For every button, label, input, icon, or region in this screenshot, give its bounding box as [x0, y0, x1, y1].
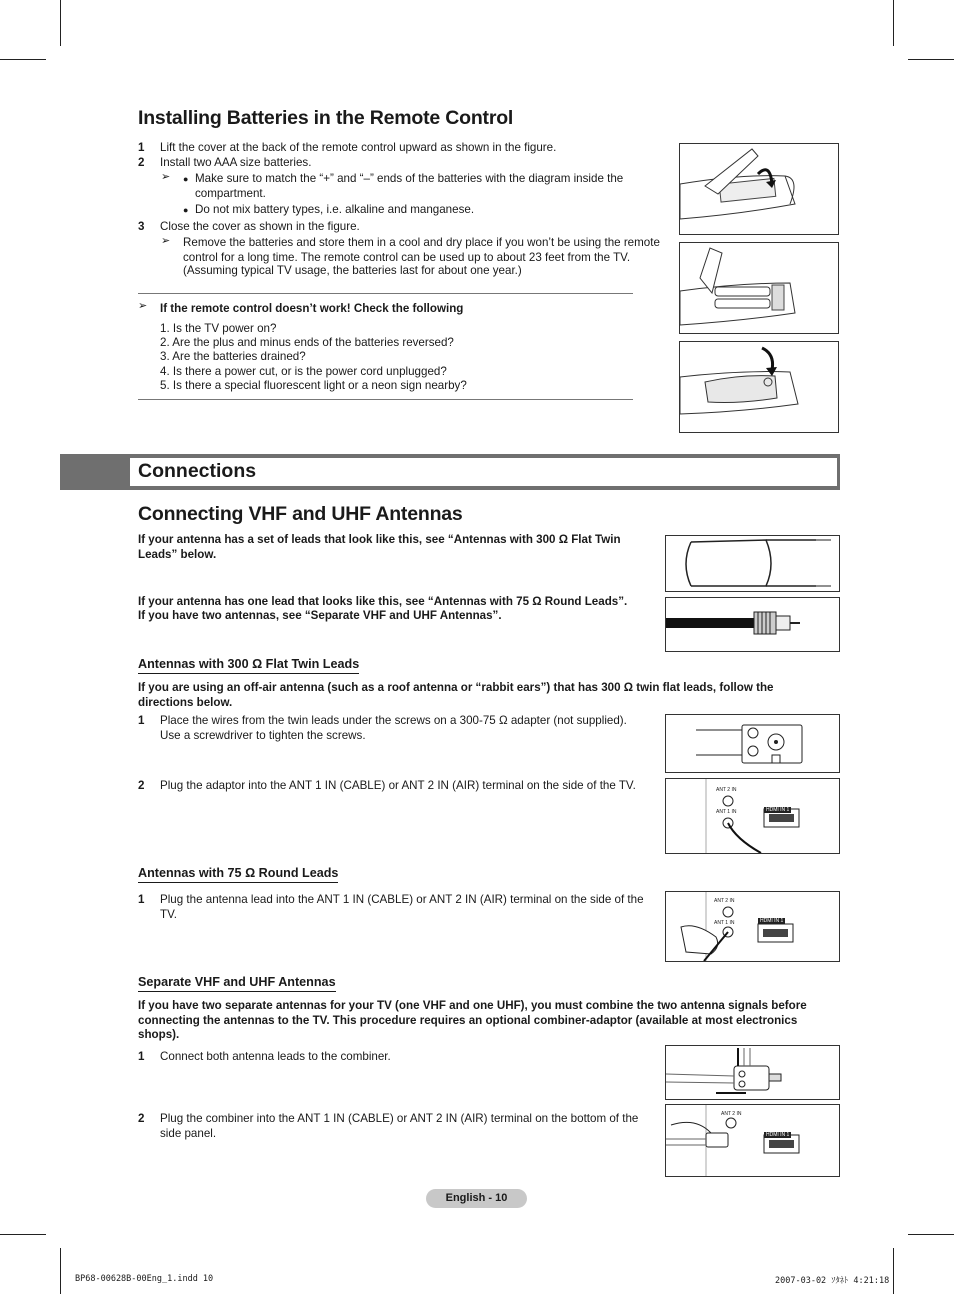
ant2-label: ANT 2 IN: [721, 1111, 742, 1117]
separate-intro: If you have two separate antennas for your TV (one VHF and one UHF), you must combine the two antenna signals before connecting the antennas to the TV. This procedure requires an optional combiner-adaptor (available at most electronics shops).: [138, 999, 807, 1041]
antennas-title: Connecting VHF and UHF Antennas: [138, 503, 463, 525]
divider: [138, 399, 633, 400]
note-text: Make sure to match the “+” and “–” ends of the batteries with the diagram inside the compartment.: [195, 172, 624, 200]
step-number: 1: [138, 141, 145, 154]
combiner-figure: [665, 1045, 840, 1100]
remote-insert-batteries-figure: [679, 242, 839, 334]
adapter-figure: [665, 714, 840, 773]
step-number: 2: [138, 779, 145, 792]
step-number: 2: [138, 156, 145, 169]
intro-two-antennas: If you have two antennas, see “Separate VHF and UHF Antennas”.: [138, 609, 502, 622]
ant2-label: ANT 2 IN: [716, 787, 737, 793]
round-lead-connection-figure: [665, 891, 840, 962]
crop-mark: [908, 59, 954, 60]
remote-close-cover-figure: [679, 341, 839, 433]
round-lead-figure: [665, 597, 840, 652]
ant2-label: ANT 2 IN: [714, 898, 735, 904]
step-text: Plug the antenna lead into the ANT 1 IN (CABLE) or ANT 2 IN (AIR) terminal on the side of the TV.: [160, 893, 644, 921]
step-text: Plug the combiner into the ANT 1 IN (CABLE) or ANT 2 IN (AIR) terminal on the bottom of the side panel.: [160, 1112, 639, 1140]
ant1-label: ANT 1 IN: [714, 920, 735, 926]
crop-mark: [908, 1234, 954, 1235]
crop-mark: [60, 1248, 61, 1294]
step-text: Close the cover as shown in the figure.: [160, 220, 360, 233]
step-text: Connect both antenna leads to the combiner.: [160, 1050, 391, 1063]
step-number: 1: [138, 1050, 145, 1063]
check-item: 2. Are the plus and minus ends of the batteries reversed?: [160, 336, 454, 349]
step-number: 3: [138, 220, 145, 233]
subheading-separate: Separate VHF and UHF Antennas: [138, 975, 336, 992]
step-number: 1: [138, 893, 145, 906]
check-item: 4. Is there a power cut, or is the power cord unplugged?: [160, 365, 447, 378]
ant1-label: ANT 1 IN: [716, 809, 737, 815]
check-item: 1. Is the TV power on?: [160, 322, 277, 335]
bullet-icon: ●: [183, 205, 189, 215]
check-heading: If the remote control doesn’t work! Check the following: [160, 302, 464, 315]
intro-flat-leads: If your antenna has a set of leads that look like this, see “Antennas with 300 Ω Flat Twin Leads” below.: [138, 533, 621, 561]
crop-mark: [60, 0, 61, 46]
crop-mark: [893, 0, 894, 46]
step-number: 2: [138, 1112, 145, 1125]
batteries-title: Installing Batteries in the Remote Control: [138, 107, 514, 129]
check-item: 5. Is there a special fluorescent light or a neon sign nearby?: [160, 379, 467, 392]
step-text: Plug the adaptor into the ANT 1 IN (CABLE) or ANT 2 IN (AIR) terminal on the side of the TV.: [160, 779, 636, 792]
step-text: Lift the cover at the back of the remote control upward as shown in the figure.: [160, 141, 557, 154]
bullet-icon: ●: [183, 174, 189, 184]
step-text: Install two AAA size batteries.: [160, 156, 312, 169]
note-text: (Assuming typical TV usage, the batteries last for about one year.): [183, 264, 522, 277]
note-arrow-icon: ➢: [138, 300, 148, 312]
note-arrow-icon: ➢: [161, 171, 171, 183]
crop-mark: [893, 1248, 894, 1294]
date-slug: 2007-03-02 ｿﾀﾈﾄ 4:21:18: [775, 1276, 890, 1286]
crop-mark: [0, 1234, 46, 1235]
divider: [138, 293, 633, 294]
section-banner-title: Connections: [138, 460, 257, 482]
step-text: Place the wires from the twin leads under the screws on a 300-75 Ω adapter (not supplied). Use a screwdriver to tighten the screws.: [160, 714, 627, 742]
note-text: Do not mix battery types, i.e. alkaline and manganese.: [195, 203, 475, 216]
file-slug: BP68-00628B-00Eng_1.indd 10: [75, 1274, 214, 1284]
intro-round-lead: If your antenna has one lead that looks like this, see “Antennas with 75 Ω Round Leads”.: [138, 595, 628, 608]
remote-open-cover-figure: [679, 143, 839, 235]
flat-intro: If you are using an off-air antenna (such as a roof antenna or “rabbit ears”) that has 300 Ω twin flat leads, follow the directions below.: [138, 681, 774, 709]
note-arrow-icon: ➢: [161, 235, 171, 247]
hdmi-label: HDMI IN 1: [766, 807, 790, 813]
note-text: Remove the batteries and store them in a cool and dry place if you won’t be using the remote control for a long time. The remote control can be used up to about 23 feet from the TV.: [183, 236, 660, 264]
subheading-round: Antennas with 75 Ω Round Leads: [138, 866, 338, 883]
hdmi-label: HDMI IN 1: [766, 1132, 790, 1138]
page-number: English - 10: [426, 1189, 527, 1208]
hdmi-label: HDMI IN 1: [760, 918, 784, 924]
subheading-flat-twin: Antennas with 300 Ω Flat Twin Leads: [138, 657, 359, 674]
crop-mark: [0, 59, 46, 60]
flat-twin-lead-figure: [665, 535, 840, 592]
tv-side-panel-figure: [665, 778, 840, 854]
step-number: 1: [138, 714, 145, 727]
check-item: 3. Are the batteries drained?: [160, 350, 306, 363]
combiner-connection-figure: [665, 1104, 840, 1177]
